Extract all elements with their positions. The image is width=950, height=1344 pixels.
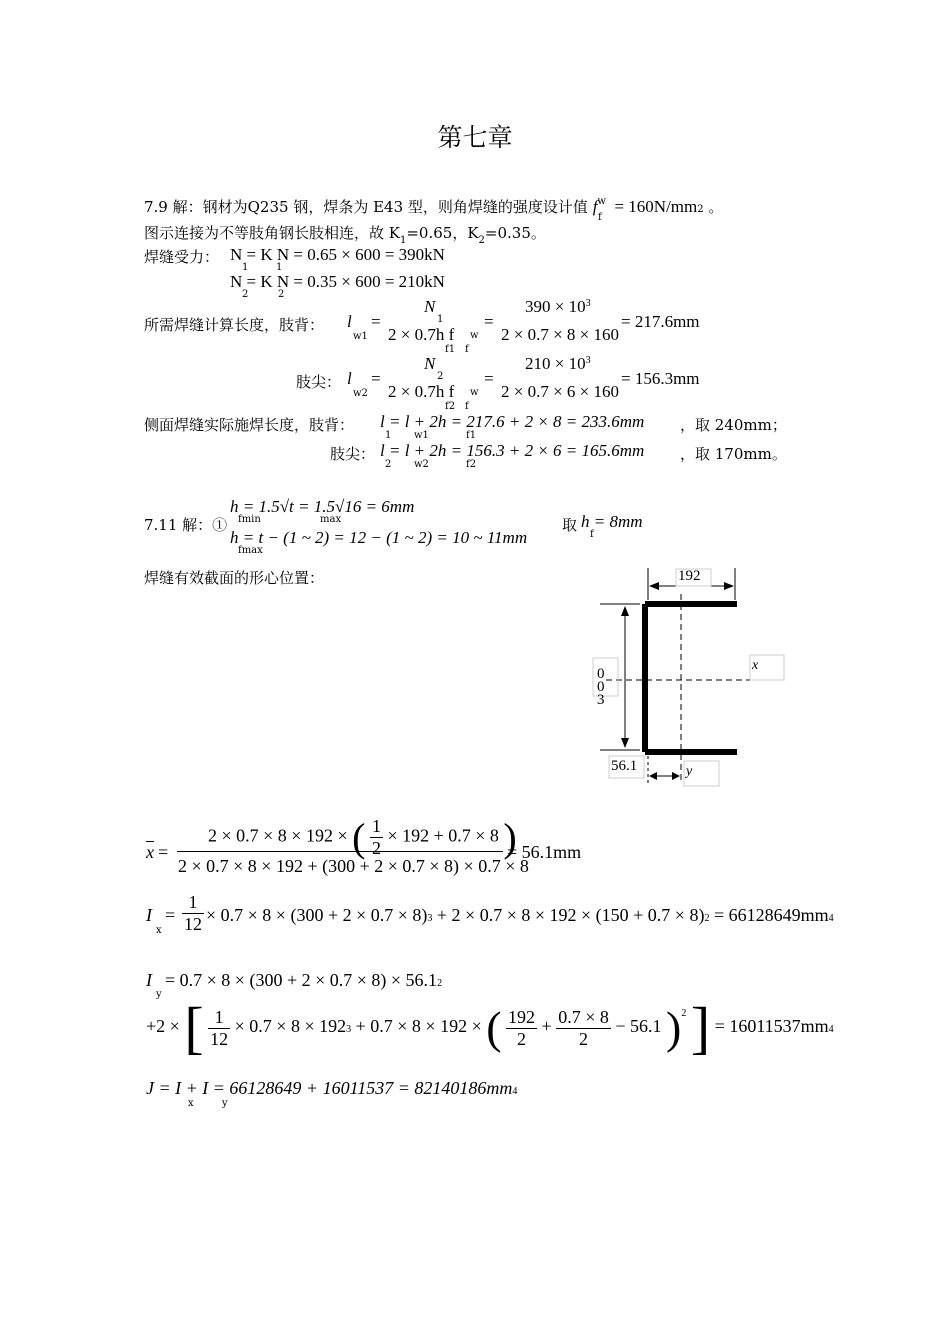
lw1-den-sub1: f1	[445, 344, 456, 355]
lw2-num2: $210 \times 10^3$	[525, 354, 591, 373]
n1-subscript-b: 1	[276, 262, 283, 273]
lw1-num: N	[424, 297, 436, 316]
ix-symbol: I	[146, 905, 152, 925]
height-arrow-top	[621, 606, 629, 616]
xbar-numerator: 2 × 0.7 × 8 × 192 × ( $\frac{1}{2}$ × 192 + 0.7 × 8 )	[208, 814, 517, 860]
xbar-denominator: 2 × 0.7 × 8 × 192 + (300 + 2 × 0.7 × 8) × 0.7 × 8	[178, 856, 529, 876]
iy-subscript: y	[156, 989, 162, 1000]
ix-frac: $\frac{1}{12}$	[184, 892, 202, 934]
p79-line2: 图示连接为不等肢角钢长肢相连，故 $K_1=0.65$，$K_2=0.35$。	[144, 224, 546, 246]
centroid-arrow-left	[649, 772, 657, 780]
take-label: 取	[562, 516, 578, 534]
lw1-eq2: =	[484, 312, 494, 331]
l2-sub2: w2	[414, 459, 429, 470]
n1-subscript-a: 1	[242, 262, 249, 273]
lw2-num-sub: 2	[437, 371, 444, 382]
l1-equation: l = l + 2h = 217.6 + 2 × 8 = 233.6mm	[380, 412, 645, 431]
lw1-den2: 2 × 0.7 × 8 × 160	[501, 325, 620, 344]
lw2-num: N	[424, 354, 436, 373]
hmin-t-subscript: max	[320, 514, 342, 525]
force-label: 焊缝受力：	[144, 248, 220, 266]
hmin-equation: h = 1.5√t = 1.5√16 = 6mm	[230, 497, 415, 516]
height-arrow-bottom	[621, 738, 629, 748]
l2-equation: l = l + 2h = 156.3 + 2 × 6 = 165.6mm	[380, 441, 645, 460]
l2-take: ，取 170mm。	[680, 445, 787, 463]
lw2-result: = 156.3mm	[621, 369, 700, 388]
lw1-num2: $390 \times 10^3$	[525, 297, 591, 316]
lw2-den: 2 × 0.7h f	[388, 382, 455, 401]
centroid-arrow-right	[672, 772, 680, 780]
lw1-result: = 217.6mm	[621, 312, 700, 331]
lw2-eq1: =	[371, 369, 381, 388]
iy-line1: = 0.7 × 8 × (300 + 2 × 0.7 × 8) × 56.12	[165, 970, 443, 990]
iy-line2: +2 × [ $\frac{1}{12}$ × 0.7 × 8 × 1923 + 0.7 × 8 × 192 × ( $\frac{192}{2}$ + $\frac{0.7 \times 8}{2}$ − 56.1 )$^2$ ] = 16011537mm4	[146, 995, 834, 1060]
take-subscript: f	[590, 529, 594, 540]
xbar-symbol: $\overline{x}$	[146, 842, 154, 862]
centroid-label: 焊缝有效截面的形心位置：	[144, 569, 325, 587]
ix-eq: =	[165, 905, 176, 925]
xbar-fraction-bar	[177, 851, 503, 852]
ix-subscript: x	[156, 925, 162, 936]
l2-sub1: 2	[385, 459, 392, 470]
lw2-symbol: l	[347, 369, 352, 388]
lw2-den-sup: w	[470, 387, 479, 398]
tip-label-2: 肢尖：	[330, 445, 376, 463]
j-sub1: x	[188, 1098, 194, 1109]
lw2-subscript: w2	[353, 388, 368, 399]
calc-label: 所需焊缝计算长度，肢背：	[144, 316, 325, 334]
n1-equation: N = K N = 0.65 × 600 = 390kN	[230, 245, 445, 264]
lw1-den-sub2: f	[465, 344, 469, 355]
xbar-result: = 56.1mm	[507, 842, 582, 862]
page-title: 第七章	[437, 123, 513, 152]
axis-x-label: x	[752, 658, 759, 673]
width-arrow-right	[724, 582, 734, 590]
p711-label: 7.11 解：①	[144, 516, 228, 534]
lw1-den: 2 × 0.7h f	[388, 325, 455, 344]
j-equation: J = I + I = 66128649 + 16011537 = 82140186mm4	[146, 1078, 518, 1098]
lw2-eq2: =	[484, 369, 494, 388]
p79-line1: 7.9 解：钢材为Q235 钢，焊条为 E43 型，则角焊缝的强度设计值 $f^w_f = 160N/mm2$ 。	[144, 196, 724, 223]
lw1-eq1: =	[371, 312, 381, 331]
n2-subscript-b: 2	[278, 289, 285, 300]
ix-body: × 0.7 × 8 × (300 + 2 × 0.7 × 8)3 + 2 × 0.7 × 8 × 192 × (150 + 0.7 × 8)2 = 66128649mm4	[206, 905, 834, 925]
dim-top-label: 192	[678, 568, 701, 584]
hmax-subscript: fmax	[238, 545, 263, 556]
axis-y-label: y	[686, 764, 693, 779]
n2-equation: N = K N = 0.35 × 600 = 210kN	[230, 272, 445, 291]
l2-sub3: f2	[466, 459, 477, 470]
lw2-den2: 2 × 0.7 × 6 × 160	[501, 382, 620, 401]
hmax-equation: h = t − (1 ~ 2) = 12 − (1 ~ 2) = 10 ~ 11mm	[230, 528, 528, 547]
lw2-den-sub1: f2	[445, 401, 456, 412]
lw1-subscript: w1	[353, 331, 368, 342]
l1-sub3: f1	[466, 430, 477, 441]
n2-subscript-a: 2	[242, 289, 249, 300]
l1-sub1: 1	[385, 430, 392, 441]
dim-bottom-label: 56.1	[611, 758, 638, 774]
lw1-num-sub: 1	[437, 314, 444, 325]
xbar-eq: =	[158, 842, 169, 862]
tip-label: 肢尖：	[296, 373, 342, 391]
lw1-symbol: l	[347, 312, 352, 331]
actual-label: 侧面焊缝实际施焊长度，肢背：	[144, 416, 355, 434]
take-equation: h = 8mm	[581, 512, 643, 531]
l1-sub2: w1	[414, 430, 429, 441]
lw1-den-sup: w	[470, 330, 479, 341]
l1-take: ，取 240mm；	[680, 416, 787, 434]
dim-left-label: 0 0 3	[597, 666, 605, 708]
j-sub2: y	[222, 1098, 228, 1109]
lw2-den-sub2: f	[465, 401, 469, 412]
hmin-subscript: fmin	[238, 514, 261, 525]
iy-symbol: I	[146, 970, 152, 990]
width-arrow-left	[649, 582, 659, 590]
